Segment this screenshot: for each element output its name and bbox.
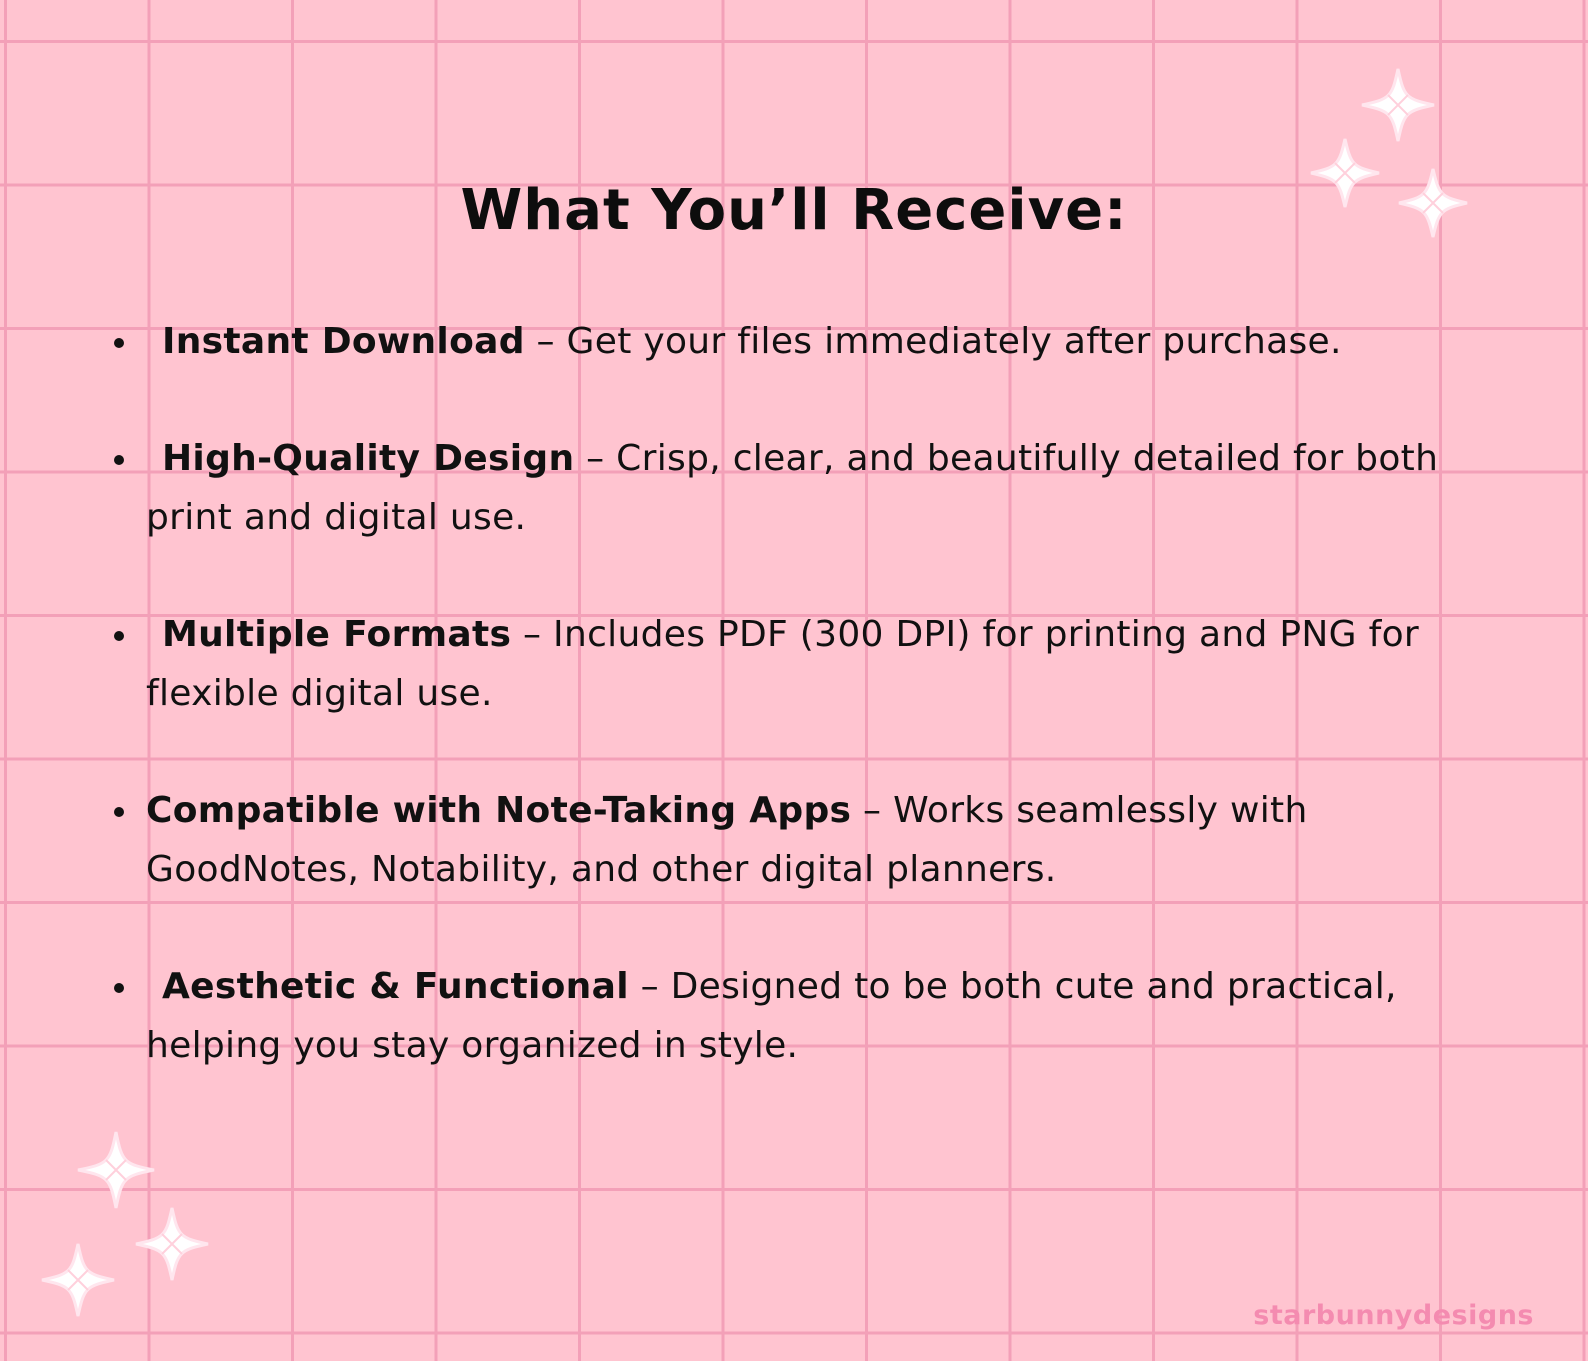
bullet-icon — [114, 631, 124, 641]
feature-name: Multiple Formats — [162, 614, 512, 655]
list-item — [110, 429, 1500, 547]
sparkles-decoration-bottom — [30, 1120, 230, 1330]
feature-description: – Get your files immediately after purchase. — [524, 321, 1342, 362]
sparkle-icon — [78, 1132, 154, 1208]
list-item — [110, 312, 1500, 371]
feature-list — [110, 312, 1500, 1133]
feature-description: – Works seamlessly with GoodNotes, Notability, and other digital planners. — [146, 790, 1308, 890]
sparkle-icon — [1362, 69, 1434, 141]
feature-description: – Includes PDF (300 DPI) for printing and PNG for flexible digital use. — [146, 614, 1420, 714]
sparkle-icon — [136, 1208, 208, 1280]
bullet-icon — [114, 455, 124, 465]
feature-description: – Designed to be both cute and practical, helping you stay organized in style. — [146, 966, 1397, 1066]
feature-name: Instant Download — [162, 321, 525, 362]
list-item — [110, 781, 1500, 899]
list-item — [110, 605, 1500, 723]
feature-name: Compatible with Note-Taking Apps — [146, 790, 852, 831]
bullet-icon — [114, 338, 124, 348]
sparkle-icon — [42, 1244, 114, 1316]
bullet-icon — [114, 807, 124, 817]
feature-name: Aesthetic & Functional — [162, 966, 629, 1007]
page-title: What You’ll Receive: — [460, 178, 1128, 243]
feature-description: – Crisp, clear, and beautifully detailed for both print and digital use. — [146, 438, 1439, 538]
bullet-icon — [114, 983, 124, 993]
brand-watermark: starbunnydesigns — [1253, 1300, 1534, 1331]
feature-name: High-Quality Design — [162, 438, 575, 479]
list-item — [110, 957, 1500, 1075]
